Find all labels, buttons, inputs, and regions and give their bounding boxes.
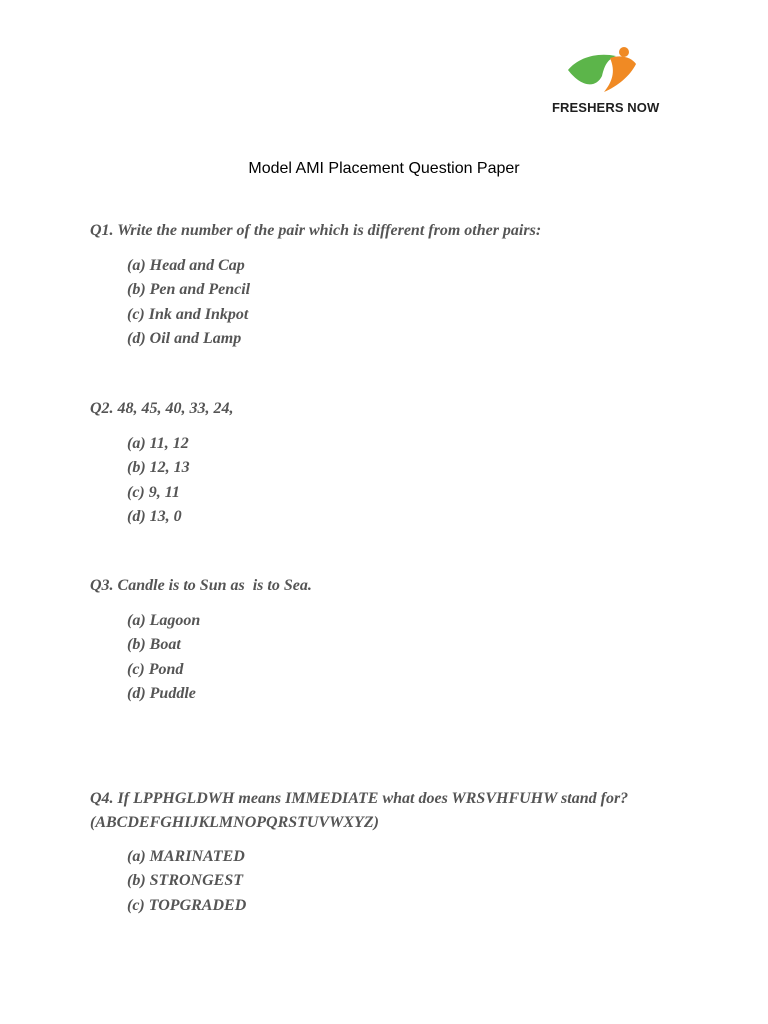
option-q3-c: (c) Pond (127, 660, 184, 678)
question-4 (90, 787, 730, 835)
option-q2-c: (c) 9, 11 (127, 483, 180, 501)
option-q2-b: (b) 12, 13 (127, 459, 190, 477)
option-q4-b: (b) STRONGEST (127, 872, 244, 890)
logo-text: FRESHERS NOW (552, 100, 660, 115)
page-title: Model AMI Placement Question Paper (248, 160, 520, 177)
question-2-options (127, 432, 190, 529)
question-1-options (127, 254, 250, 351)
option-q2-d: (d) 13, 0 (127, 507, 182, 525)
question-4-line-1: Q4. If LPPHGLDWH means IMMEDIATE what does WRSVHFUHW stand for? (90, 790, 629, 807)
question-1: Q1. Write the number of the pair which is different from other pairs: (90, 222, 542, 239)
option-q3-a: (a) Lagoon (127, 612, 201, 629)
option-q1-c: (c) Ink and Inkpot (127, 305, 249, 323)
freshers-now-logo-icon (566, 46, 642, 100)
option-q1-d: (d) Oil and Lamp (127, 329, 242, 347)
question-3-options (127, 609, 200, 706)
option-q1-b: (b) Pen and Pencil (127, 281, 251, 299)
question-2: Q2. 48, 45, 40, 33, 24, (90, 400, 234, 417)
question-4-line-2: (ABCDEFGHIJKLMNOPQRSTUVWXYZ) (90, 814, 379, 831)
question-4-options (127, 845, 246, 918)
freshers-now-logo (550, 46, 660, 118)
option-q3-d: (d) Puddle (127, 684, 196, 702)
option-q3-b: (b) Boat (127, 636, 181, 654)
option-q2-a: (a) 11, 12 (127, 435, 189, 452)
question-3: Q3. Candle is to Sun as is to Sea. (90, 577, 312, 594)
option-q1-a: (a) Head and Cap (127, 257, 245, 274)
option-q4-c: (c) TOPGRADED (127, 896, 247, 914)
option-q4-a: (a) MARINATED (127, 848, 245, 865)
